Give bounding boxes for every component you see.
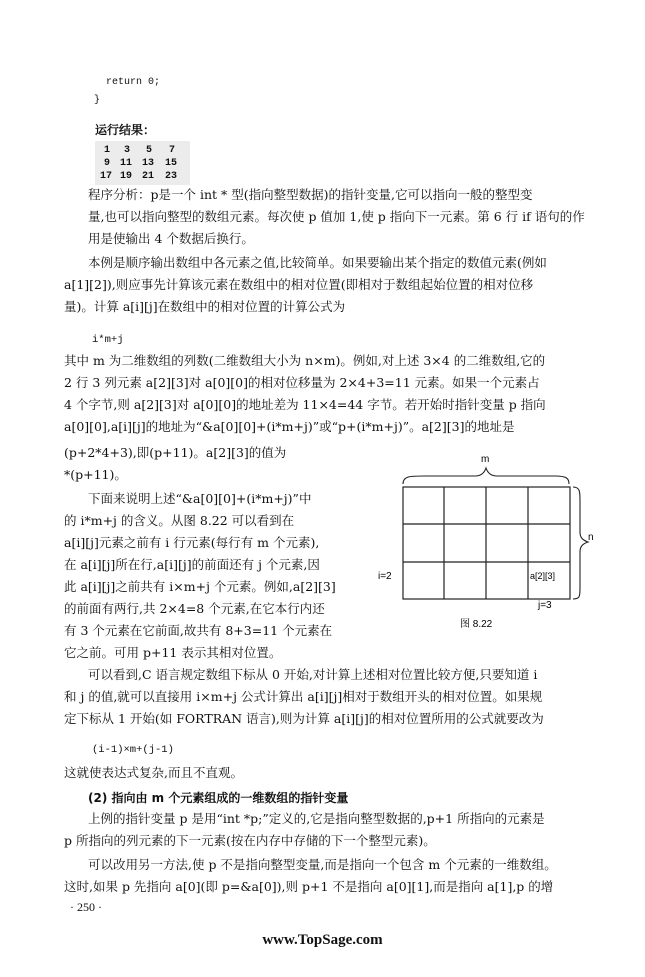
text-line: 和 j 的值,就可以直接用 i×m+j 公式计算出 a[i][j]相对于数组开头的相对位置。如果规 [64, 689, 543, 704]
text-line: 在 a[i][j]所在行,a[i][j]的前面还有 j 个元素,因 [64, 557, 320, 572]
output-cell: 9 [104, 158, 111, 169]
text-line: 的 i*m+j 的含义。从图 8.22 可以看到在 [64, 513, 295, 528]
label-j: j=3 [538, 600, 552, 611]
text-line: 有 3 个元素在它前面,故共有 8+3=11 个元素在 [64, 623, 333, 638]
text-line: a[0][0],a[i][j]的地址为“&a[0][0]+(i*m+j)”或“p+(i*m+j)”。a[2][3]的地址是 [64, 419, 515, 434]
code-line-return: return 0; [106, 77, 161, 88]
paragraph-example-cont [64, 442, 364, 486]
text-line: 量)。计算 a[i][j]在数组中的相对位置的计算公式为 [64, 299, 346, 314]
paragraph-index-base [64, 664, 620, 730]
text-line: 可以改用另一方法,使 p 不是指向整型变量,而是指向一个包含 m 个元素的一维数组。 [88, 857, 557, 872]
formula-offset: i*m+j [92, 334, 124, 346]
text-line: 程序分析：p是一个 int * 型(指向整型数据)的指针变量,它可以指向一般的整型变 [88, 187, 533, 202]
output-cell: 3 [124, 145, 131, 156]
array-grid [403, 487, 570, 599]
label-i: i=2 [378, 571, 392, 582]
text-line: 的前面有两行,共 2×4=8 个元素,在它本行内还 [64, 601, 325, 616]
output-cell: 15 [165, 158, 178, 169]
paragraph-pointer-array [64, 854, 620, 898]
figure-8-22 [370, 450, 610, 640]
text-line: 4 个字节,则 a[2][3]对 a[0][0]的地址差为 11×4=44 字节。若开始时指针变量 p 指向 [64, 397, 546, 412]
output-cell: 7 [169, 145, 176, 156]
page-number: · 250 · [70, 900, 102, 914]
brace-right [573, 487, 588, 599]
output-cell: 11 [120, 158, 133, 169]
output-cell: 23 [165, 171, 178, 182]
text-line: 下面来说明上述“&a[0][0]+(i*m+j)”中 [88, 491, 312, 506]
text-line: 2 行 3 列元素 a[2][3]对 a[0][0]的相对位移量为 2×4+3=11 元素。如果一个元素占 [64, 375, 540, 390]
result-heading: 运行结果： [95, 123, 156, 137]
text-line: 定下标从 1 开始(如 FORTRAN 语言),则为计算 a[i][j]的相对位置所用的公式就要改为 [64, 711, 544, 726]
output-cell: 1 [104, 145, 111, 156]
text-line: 此 a[i][j]之前共有 i×m+j 个元素。例如,a[2][3] [64, 579, 336, 594]
paragraph-conclusion: 这就使表达式复杂,而且不直观。 [64, 765, 243, 780]
text-line: 这时,如果 p 先指向 a[0](即 p=&a[0]),则 p+1 不是指向 a[0][1],而是指向 a[1],p 的增 [64, 879, 554, 894]
label-n: n [588, 532, 594, 543]
paragraph-analysis [64, 184, 620, 250]
brace-top [403, 468, 569, 484]
figure-caption: 图 8.22 [460, 619, 493, 630]
cell-a23-label: a[2][3] [530, 571, 556, 581]
text-line: 可以看到,C 语言规定数组下标从 0 开始,对计算上述相对位置比较方便,只要知道 i [88, 667, 538, 682]
text-line: a[i][j]元素之前有 i 行元素(每行有 m 个元素), [64, 535, 320, 550]
text-line: 它之前。可用 p+11 表示其相对位置。 [64, 645, 282, 660]
text-line: 其中 m 为二维数组的列数(二维数组大小为 n×m)。例如,对上述 3×4 的二维数组,它的 [64, 353, 546, 368]
paragraph-meaning [64, 488, 364, 664]
output-cell: 5 [146, 145, 153, 156]
output-cell: 21 [142, 171, 155, 182]
formula-one-based: (i-1)×m+(j-1) [92, 744, 174, 756]
text-line: 量,也可以指向整型的数组元素。每次使 p 值加 1,使 p 指向下一元素。第 6 行 if 语句的作 [88, 209, 585, 224]
paragraph-pointer-int [64, 808, 620, 852]
output-cell: 17 [100, 171, 113, 182]
text-line: 用是使输出 4 个数据后换行。 [88, 231, 254, 246]
output-cell: 13 [142, 158, 155, 169]
paragraph-example [64, 350, 620, 438]
label-m: m [481, 454, 490, 465]
section-heading: (2) 指向由 m 个元素组成的一维数组的指针变量 [88, 791, 349, 805]
text-line: *(p+11)。 [64, 467, 127, 482]
paragraph-relative-position [64, 252, 620, 318]
text-line: (p+2*4+3),即(p+11)。a[2][3]的值为 [64, 445, 287, 460]
footer-url: www.TopSage.com [262, 932, 383, 948]
output-cell: 19 [120, 171, 133, 182]
program-output [95, 141, 190, 185]
text-line: 上例的指针变量 p 是用“int *p;”定义的,它是指向整型数据的,p+1 所指向的元素是 [88, 811, 545, 826]
text-line: 本例是顺序输出数组中各元素之值,比较简单。如果要输出某个指定的数值元素(例如 [88, 255, 547, 270]
text-line: a[1][2]),则应事先计算该元素在数组中的相对位置(即相对于数组起始位置的相对位移 [64, 277, 534, 292]
code-line-brace: } [94, 95, 101, 106]
text-line: p 所指向的列元素的下一元素(按在内存中存储的下一个整型元素)。 [64, 833, 436, 848]
